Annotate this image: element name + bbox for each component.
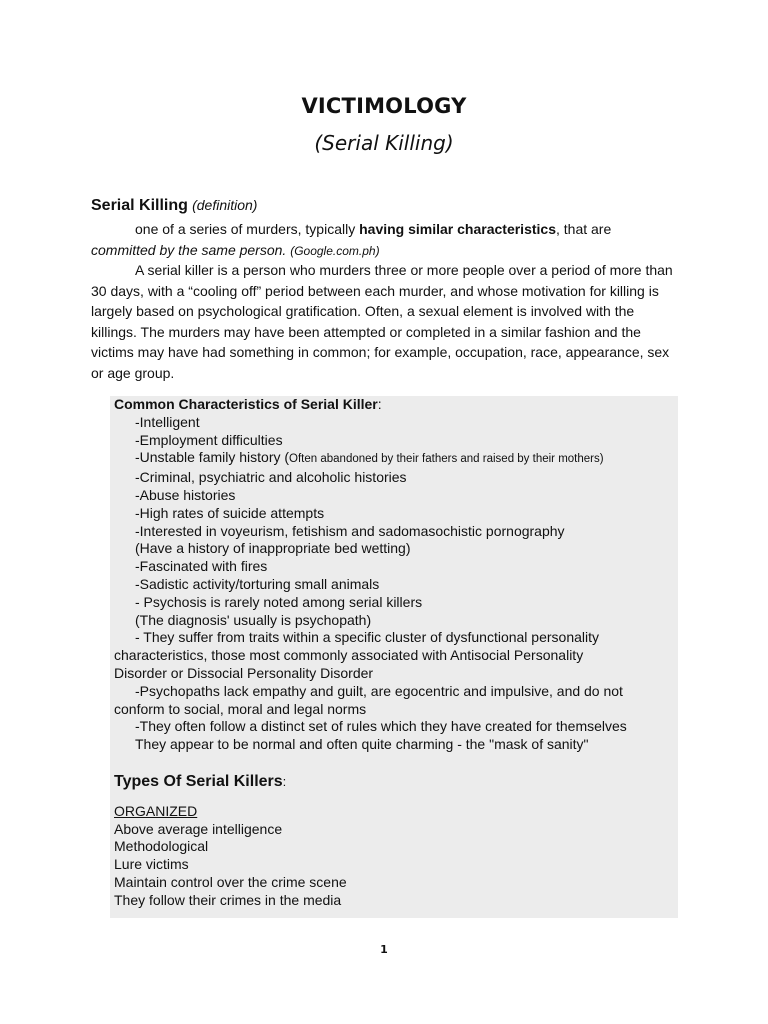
document-subtitle: (Serial Killing): [314, 131, 454, 155]
list-item: They follow their crimes in the media: [114, 891, 342, 908]
list-item: Lure victims: [114, 856, 189, 873]
list-item: -Sadistic activity/torturing small animals: [135, 575, 380, 592]
list-item: -Fascinated with fires: [135, 558, 268, 575]
psychopaths-line-1: -Psychopaths lack empathy and guilt, are egocentric and impulsive, and do not: [135, 682, 623, 699]
psychopaths-line-2: conform to social, moral and legal norms: [114, 700, 367, 717]
page-number: 1: [380, 943, 388, 956]
list-item: -Interested in voyeurism, fetishism and sadomasochistic pornography: [135, 522, 565, 539]
definition-p1-bold: having similar characteristics: [359, 221, 556, 237]
definition-p1-italic: committed by the same person.: [91, 241, 287, 258]
list-item: Methodological: [114, 838, 209, 855]
definition-source: (Google.com.ph): [290, 243, 380, 258]
characteristics-title: Common Characteristics of Serial Killer:: [114, 396, 382, 412]
types-heading: Types Of Serial Killers:: [114, 772, 287, 790]
family-history-note: Often abandoned by their fathers and raised by their mothers): [289, 453, 604, 466]
list-item: -Criminal, psychiatric and alcoholic histories: [135, 469, 407, 486]
list-item: Maintain control over the crime scene: [114, 873, 347, 890]
definition-heading: [91, 197, 257, 215]
definition-p1-part2: , that are: [555, 221, 612, 237]
list-item: -Intelligent: [135, 413, 200, 430]
traits-line-2: characteristics, those most commonly associated with Antisocial Personality: [114, 647, 584, 664]
characteristics-box: [110, 396, 678, 918]
list-item: -Abuse histories: [135, 486, 236, 503]
list-item: (The diagnosis' usually is psychopath): [135, 611, 372, 628]
list-item: - Psychosis is rarely noted among serial killers: [135, 593, 423, 610]
traits-line-3: Disorder or Dissocial Personality Disorder: [114, 664, 374, 681]
definition-p1-part1: one of a series of murders, typically: [135, 221, 360, 237]
list-item: (Have a history of inappropriate bed wetting): [135, 540, 411, 557]
definition-heading-text: Serial Killing: [91, 197, 188, 214]
rules-line: -They often follow a distinct set of rules which they have created for themselves: [135, 718, 627, 735]
serial-killer-paragraph: [91, 260, 681, 383]
list-item: -Employment difficulties: [135, 431, 283, 448]
traits-line-1: - They suffer from traits within a specific cluster of dysfunctional personality: [135, 629, 600, 646]
definition-heading-note: (definition): [192, 197, 258, 213]
list-item: Above average intelligence: [114, 820, 283, 837]
list-item: -Unstable family history (Often abandoned by their fathers and raised by their mothers): [135, 449, 604, 466]
definition-paragraph: [91, 219, 681, 261]
organized-label: ORGANIZED: [114, 802, 198, 819]
list-item: -High rates of suicide attempts: [135, 504, 325, 521]
mask-of-sanity-line: They appear to be normal and often quite charming - the "mask of sanity": [135, 736, 589, 753]
document-title: VICTIMOLOGY: [301, 94, 467, 118]
serial-killer-paragraph-text: A serial killer is a person who murders three or more people over a period of more than 30 days, with a “cooling off” period between each murder, and whose motivation for killing is largely based on psychological gratification. Often, a sexual element is involved with the killings. The murders may have been attempted or completed in a similar fashion and the victims may have had something in common; for example, occupation, race, appearance, sex or age group.: [91, 262, 673, 381]
